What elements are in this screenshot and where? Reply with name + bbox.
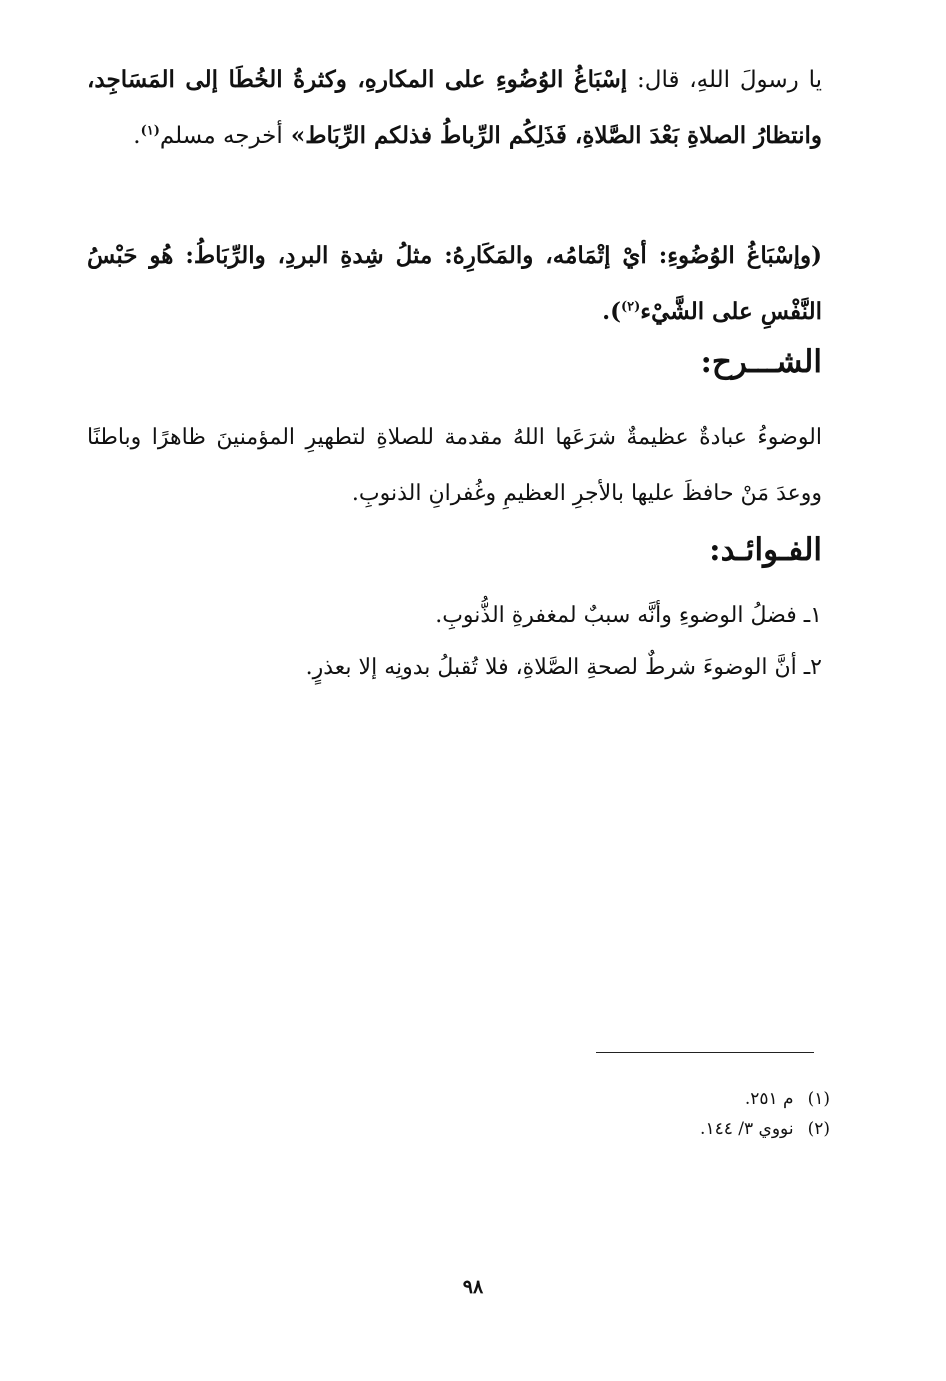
hadith-intro: يا رسولَ اللهِ، قال: <box>627 67 823 93</box>
sharh-paragraph: الوضوءُ عبادةٌ عظيمةٌ شرَعَها اللهُ مقدمة للصلاةِ لتطهيرِ المؤمنينَ ظاهرًا وباطنًا ووعدَ مَنْ حافظَ عليها بالأجرِ العظيمِ وغُفرانِ الذنوبِ. <box>87 425 822 506</box>
footnote-number: (٢) <box>807 1119 830 1139</box>
hadith-takhrij: أخرجه مسلم <box>159 123 283 149</box>
footnote-text: نووي ٣/ ١٤٤. <box>700 1119 794 1139</box>
footnote-marker-1: (١) <box>140 123 160 139</box>
hadith-paragraph <box>87 52 822 164</box>
benefits-list <box>87 590 822 694</box>
footnote-divider <box>596 1052 814 1053</box>
footnote-number: (١) <box>807 1089 830 1109</box>
footnote-1 <box>430 1084 830 1114</box>
footnote-2 <box>430 1114 830 1144</box>
footnotes <box>430 1084 830 1144</box>
hadith-text: إسْبَاغُ الوُضُوءِ على المكارهِ، وكثرةُ الخُطَا إلى المَسَاجِد، وانتظارُ الصلاةِ بَعْدَ الصَّلاةِ، فَذَلِكُم الرِّباطُ فذلكم الرِّبَاط» <box>87 66 822 149</box>
page-number: ٩٨ <box>462 1276 484 1298</box>
gloss-text: (وإسْبَاغُ الوُضُوءِ: أيْ إتْمَامُه، والمَكَارِهُ: مثلُ شِدةِ البردِ، والرِّبَاطُ: هُو حَبْسُ النَّفْسِ على الشَّيْء <box>87 242 822 325</box>
gloss-end: ). <box>602 298 621 325</box>
benefit-item: ١ـ فضلُ الوضوءِ وأنَّه سببٌ لمغفرةِ الذُّنوبِ. <box>435 603 822 628</box>
footnote-text: م ٢٥١. <box>744 1089 794 1109</box>
hadith-end: . <box>133 123 141 149</box>
footnote-marker-2: (٢) <box>620 299 641 315</box>
fawaid-heading: الفـوائـد: <box>709 532 822 568</box>
sharh-heading: الشـــرح: <box>700 344 822 380</box>
gloss-paragraph <box>87 228 822 340</box>
benefit-item: ٢ـ أنَّ الوضوءَ شرطٌ لصحةِ الصَّلاةِ، فلا تُقبلُ بدونِه إلا بعذرٍ. <box>305 655 822 680</box>
